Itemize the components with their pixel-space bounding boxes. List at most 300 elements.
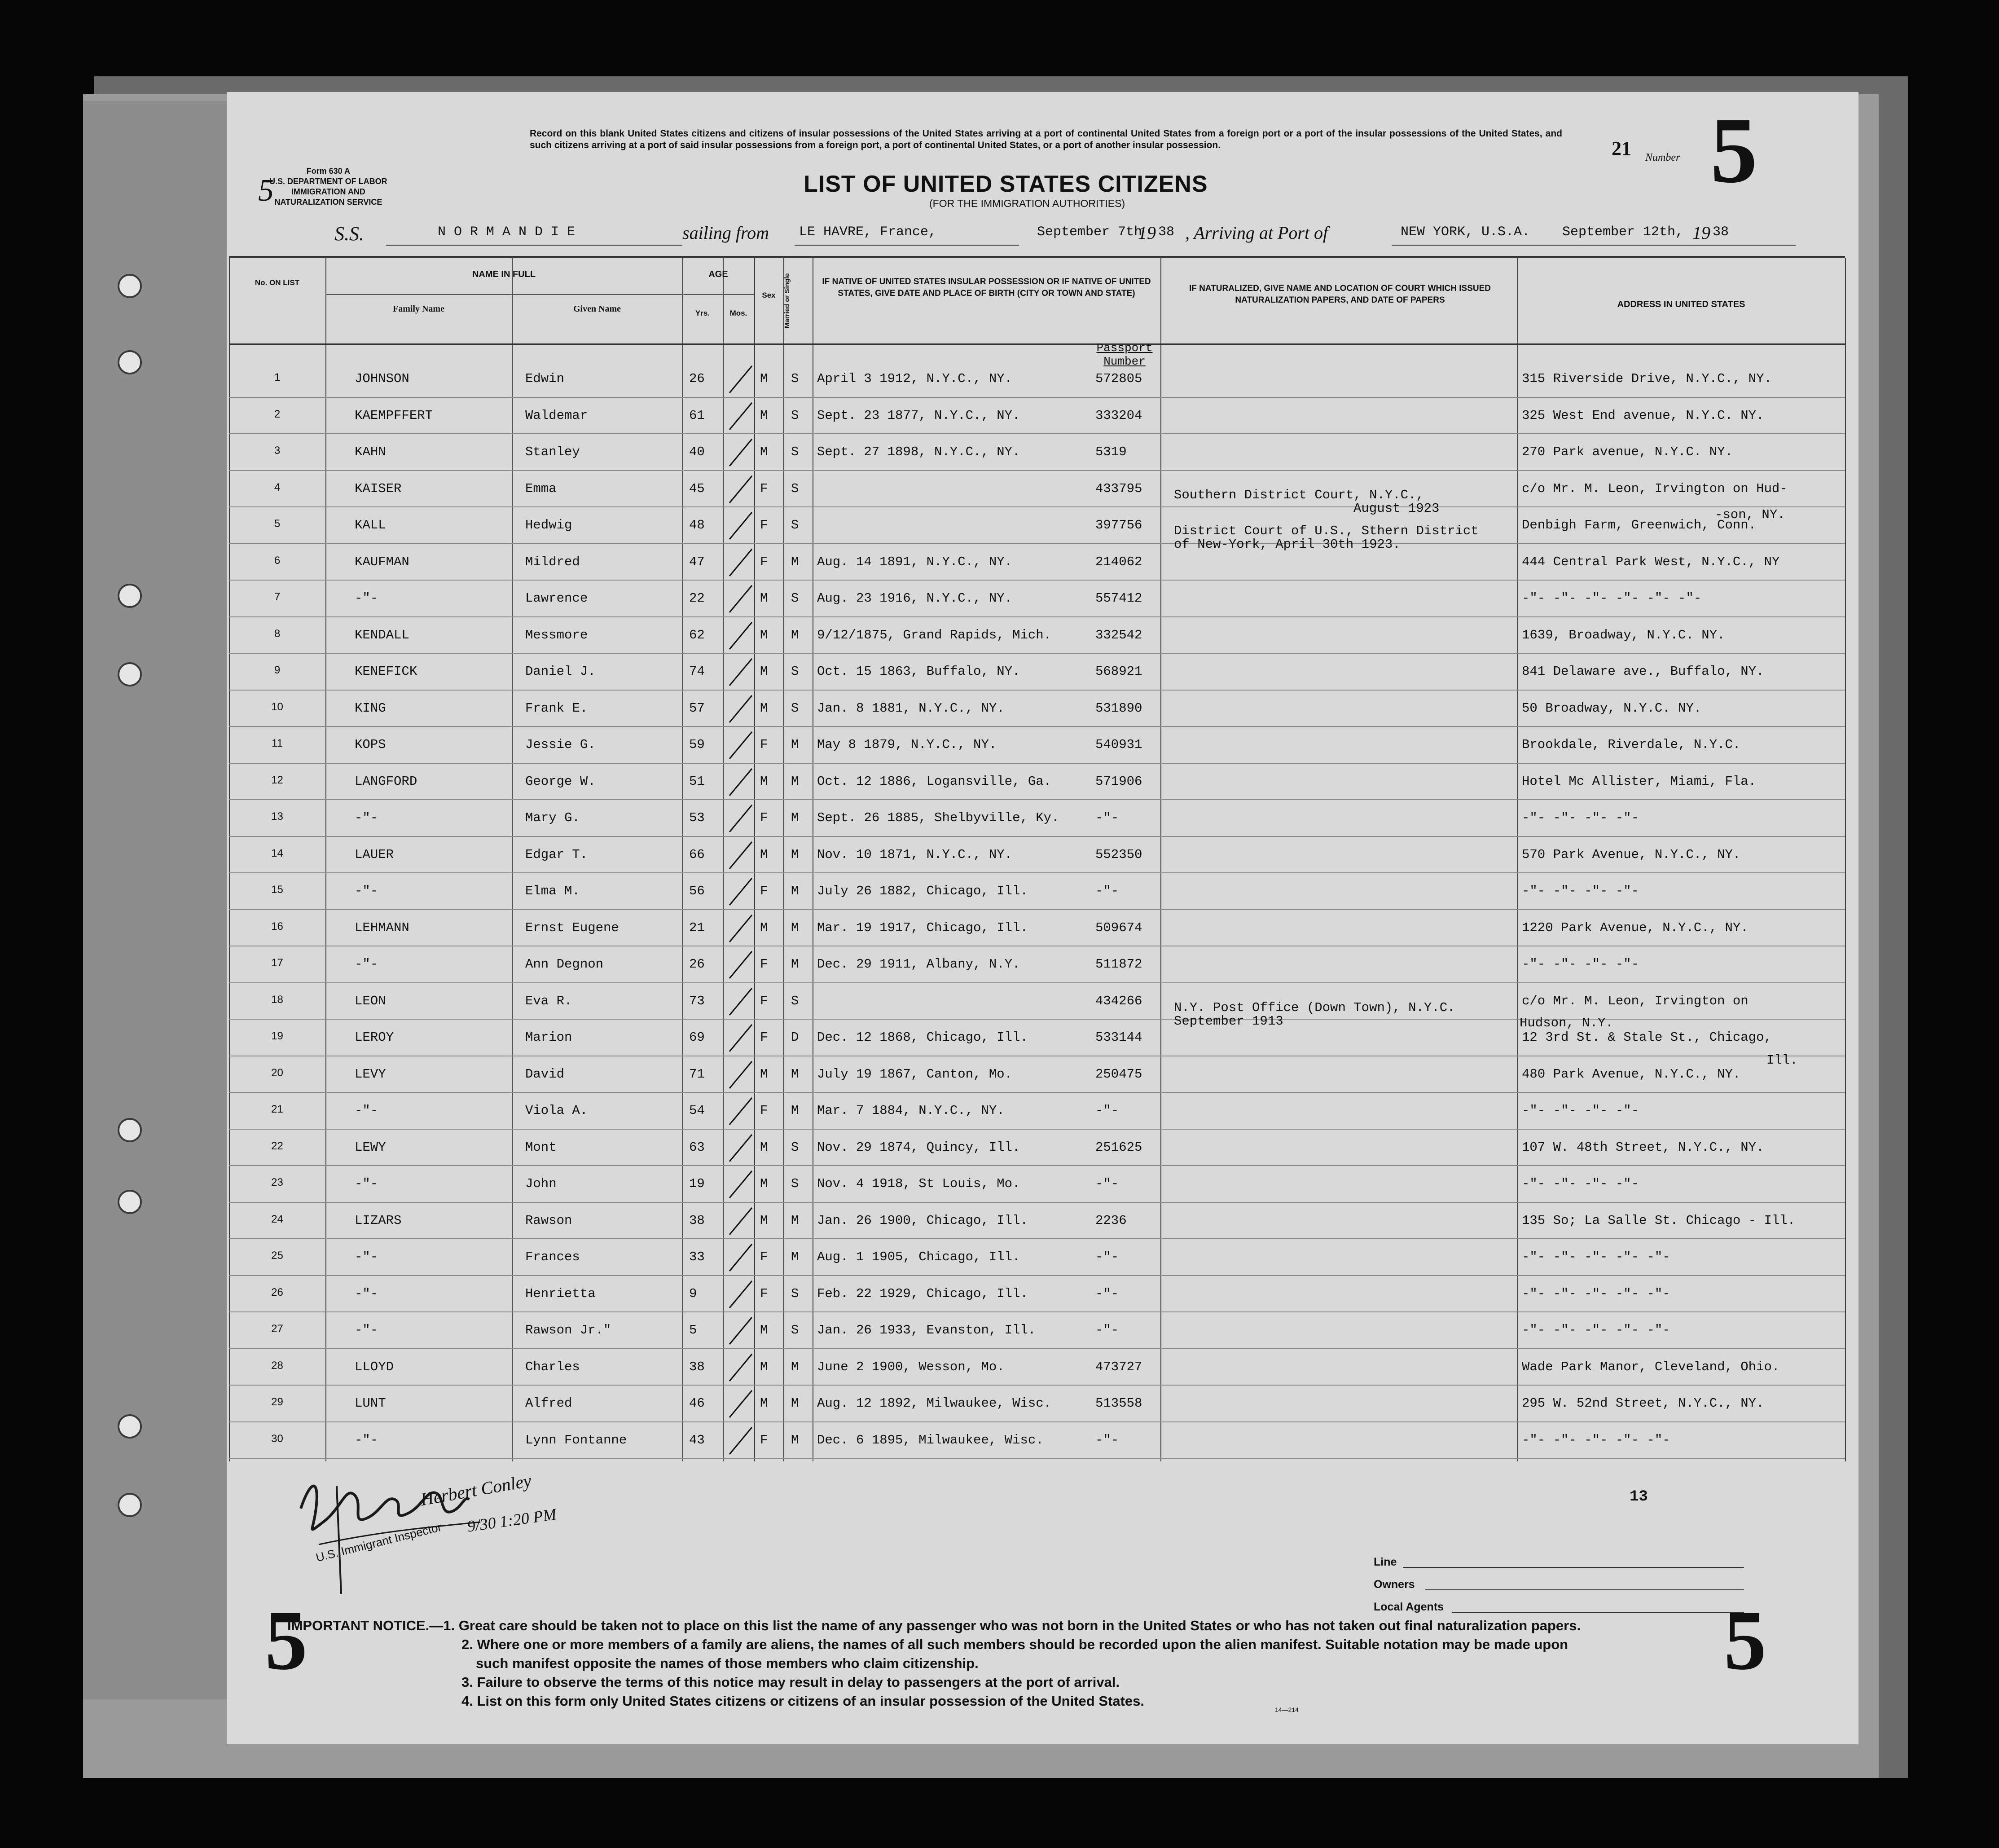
departure-year-prefix: 19 (1138, 223, 1156, 243)
given-name: Ernst Eugene (525, 920, 619, 935)
given-name: Marion (525, 1030, 572, 1045)
passport-number: 513558 (1095, 1396, 1142, 1411)
naturalization-note-line: of New-York, April 30th 1923. (1174, 537, 1401, 552)
col-given-name: Given Name (573, 304, 621, 314)
passport-number: 571906 (1095, 774, 1142, 789)
row-number: 25 (271, 1250, 283, 1262)
table-row (229, 1130, 1845, 1167)
naturalization-note (1174, 488, 1439, 515)
family-name: -"- (355, 1176, 378, 1191)
address: 570 Park Avenue, N.Y.C., NY. (1522, 847, 1741, 862)
row-number: 30 (271, 1432, 283, 1445)
sex: F (760, 1103, 768, 1118)
departure-port: LE HAVRE, France, (799, 224, 937, 240)
sex: M (760, 591, 768, 606)
passport-number: -"- (1095, 1103, 1119, 1118)
check-mark-icon (725, 1313, 756, 1349)
sex: F (760, 481, 768, 496)
table-row (229, 1313, 1845, 1350)
row-rule (229, 1202, 1845, 1203)
given-name: Edgar T. (525, 847, 588, 862)
check-mark-icon (725, 837, 756, 873)
col-married-single: Married or Single (783, 273, 791, 329)
list-number: 5 (1710, 98, 1757, 202)
binder-hole (118, 584, 142, 608)
marital-status: M (791, 1250, 799, 1264)
birth-date-place: Oct. 15 1863, Buffalo, NY. (817, 664, 1020, 679)
age-years: 26 (689, 957, 705, 972)
notice-line-1 (287, 1616, 1581, 1635)
row-rule (229, 1458, 1845, 1459)
passport-number: 509674 (1095, 920, 1142, 935)
marital-status: M (791, 627, 799, 642)
row-rule (229, 1421, 1845, 1422)
address: -"- -"- -"- -"- -"- (1522, 1250, 1670, 1264)
address-continuation: -son, NY. (1715, 507, 1785, 522)
table-row (229, 545, 1845, 581)
given-name: Mary G. (525, 810, 580, 825)
arrival-year: 38 (1713, 224, 1729, 240)
check-mark-icon (725, 1166, 756, 1202)
row-rule (229, 1275, 1845, 1276)
address: 295 W. 52nd Street, N.Y.C., NY. (1522, 1396, 1764, 1411)
age-years: 63 (689, 1140, 705, 1155)
age-years: 71 (689, 1066, 705, 1082)
binder-hole (118, 1414, 142, 1439)
notice-item-2: 2. Where one or more members of a family are aliens, the names of all such members should be recorded upon the alien manifest. Suitable notation may be made upon (461, 1637, 1568, 1652)
birth-date-place: Aug. 1 1905, Chicago, Ill. (817, 1250, 1020, 1264)
row-rule (229, 1129, 1845, 1130)
sex: M (760, 920, 768, 935)
col-sex: Sex (762, 291, 776, 299)
row-number: 13 (271, 810, 283, 823)
page-title: LIST OF UNITED STATES CITIZENS (804, 171, 1208, 197)
passport-number: 434266 (1095, 993, 1142, 1008)
check-mark-icon (725, 618, 756, 654)
passport-number: 473727 (1095, 1359, 1142, 1374)
line-label (1374, 1556, 1397, 1569)
corner-number-left: 5 (265, 1593, 308, 1688)
departure-date: September 7th (1037, 224, 1142, 240)
table-row (229, 581, 1845, 618)
address: 1220 Park Avenue, N.Y.C., NY. (1522, 920, 1749, 935)
notice-item-1: —1. Great care should be taken not to place on this list the name of any passenger who was not born in the United States or who has not taken out final naturalization papers. (429, 1618, 1581, 1633)
table-row (229, 471, 1845, 508)
family-name: KALL (355, 518, 386, 532)
sex: M (760, 627, 768, 642)
table-row (229, 1423, 1845, 1460)
row-number: 21 (271, 1103, 283, 1115)
address: 480 Park Avenue, N.Y.C., NY. (1522, 1066, 1741, 1082)
row-rule (229, 433, 1845, 434)
marital-status: M (791, 920, 799, 935)
check-mark-icon (725, 764, 756, 800)
family-name: LIZARS (355, 1213, 402, 1228)
given-name: Frances (525, 1250, 580, 1264)
birth-date-place: Jan. 8 1881, N.Y.C., NY. (817, 700, 1005, 716)
check-mark-icon (725, 1276, 756, 1312)
sex: F (760, 884, 768, 898)
check-mark-icon (725, 654, 756, 690)
binder-margin (83, 101, 231, 1699)
row-number: 3 (274, 444, 281, 457)
family-name: LLOYD (355, 1359, 394, 1374)
passport-number: 214062 (1095, 554, 1142, 569)
birth-date-place: Nov. 29 1874, Quincy, Ill. (817, 1140, 1020, 1155)
row-rule (229, 836, 1845, 837)
col-birth: IF NATIVE OF UNITED STATES INSULAR POSSESSION OR IF NATIVE OF UNITED STATES, GIVE DATE AND PLACE OF BIRTH (CITY OR TOWN AND STATE) (822, 277, 1151, 298)
family-name: -"- (355, 957, 378, 972)
check-mark-icon (725, 508, 756, 544)
age-years: 56 (689, 884, 705, 898)
department-name: U.S. DEPARTMENT OF LABOR (269, 177, 387, 186)
address: 107 W. 48th Street, N.Y.C., NY. (1522, 1140, 1764, 1155)
naturalization-note (1174, 524, 1479, 551)
address: 444 Central Park West, N.Y.C., NY (1522, 554, 1780, 569)
sex: F (760, 554, 768, 569)
check-mark-icon (725, 1093, 756, 1129)
service-line-1: IMMIGRATION AND (291, 187, 365, 196)
table-row (229, 1240, 1845, 1276)
family-name: LEHMANN (355, 920, 409, 935)
birth-date-place: Aug. 12 1892, Milwaukee, Wisc. (817, 1396, 1052, 1411)
sex: F (760, 518, 768, 532)
row-rule (229, 1092, 1845, 1093)
marital-status: M (791, 1213, 799, 1228)
ship-underline (386, 245, 682, 246)
age-years: 43 (689, 1432, 705, 1448)
age-years: 26 (689, 371, 705, 386)
check-mark-icon (725, 435, 756, 471)
age-years: 48 (689, 518, 705, 532)
arrival-underline (1392, 245, 1796, 246)
passport-number: 572805 (1095, 371, 1142, 386)
given-name: Waldemar (525, 408, 588, 423)
age-years: 66 (689, 847, 705, 862)
owners-label (1374, 1578, 1415, 1591)
marital-status: M (791, 884, 799, 898)
row-rule (229, 1238, 1845, 1239)
given-name: Emma (525, 481, 557, 496)
given-name: Rawson (525, 1213, 572, 1228)
given-name: John (525, 1176, 557, 1191)
row-number: 28 (271, 1359, 283, 1372)
age-years: 21 (689, 920, 705, 935)
given-name: Henrietta (525, 1286, 596, 1301)
name-subrule (325, 294, 682, 295)
row-rule (229, 397, 1845, 398)
passport-number: 5319 (1095, 444, 1127, 459)
ship-name: N O R M A N D I E (438, 224, 576, 240)
age-years: 19 (689, 1176, 705, 1191)
row-rule (229, 470, 1845, 471)
check-mark-icon (725, 727, 756, 763)
row-number: 9 (274, 664, 281, 676)
check-mark-icon (725, 361, 756, 397)
check-mark-icon (725, 545, 756, 581)
address: 270 Park avenue, N.Y.C. NY. (1522, 444, 1733, 459)
sex: M (760, 371, 768, 386)
family-name: KAEMPFFERT (355, 408, 433, 423)
address: 1639, Broadway, N.Y.C. NY. (1522, 627, 1725, 642)
passport-number: 251625 (1095, 1140, 1142, 1155)
age-years: 51 (689, 774, 705, 789)
marital-status: S (791, 444, 799, 459)
address: -"- -"- -"- -"- -"- (1522, 1286, 1670, 1301)
row-number: 20 (271, 1066, 283, 1079)
marital-status: M (791, 1103, 799, 1118)
passport-number: 533144 (1095, 1030, 1142, 1045)
family-name: KOPS (355, 737, 386, 752)
arrival-date: September 12th, (1562, 224, 1684, 240)
table-row (229, 984, 1845, 1021)
row-rule (229, 616, 1845, 617)
address: 12 3rd St. & Stale St., Chicago, (1522, 1030, 1772, 1045)
row-number: 16 (271, 920, 283, 933)
address: -"- -"- -"- -"- (1522, 1176, 1639, 1191)
address: -"- -"- -"- -"- -"- -"- (1522, 591, 1702, 606)
address: -"- -"- -"- -"- -"- (1522, 1323, 1670, 1338)
table-row (229, 874, 1845, 911)
col-months: Mos. (729, 309, 747, 317)
signature-name: Herbert Conley (418, 1470, 533, 1510)
sheet-number: 21 (1612, 137, 1631, 159)
age-years: 61 (689, 408, 705, 423)
row-number: 23 (271, 1176, 283, 1188)
birth-date-place: Jan. 26 1900, Chicago, Ill. (817, 1213, 1028, 1228)
given-name: Mildred (525, 554, 580, 569)
address-continuation: Hudson, N.Y. (1520, 1016, 1613, 1030)
birth-date-place: Dec. 12 1868, Chicago, Ill. (817, 1030, 1028, 1045)
row-number: 12 (271, 774, 283, 786)
sex: F (760, 810, 768, 825)
birth-date-place: May 8 1879, N.Y.C., NY. (817, 737, 997, 752)
family-name: KENEFICK (355, 664, 417, 679)
local-agents-label-text: Local Agents (1374, 1601, 1444, 1613)
given-name: Frank E. (525, 700, 588, 716)
age-years: 5 (689, 1323, 697, 1338)
family-name: -"- (355, 1432, 378, 1448)
family-name: -"- (355, 810, 378, 825)
table-row (229, 764, 1845, 801)
sex: F (760, 957, 768, 972)
marital-status: M (791, 1432, 799, 1448)
passport-number: -"- (1095, 1176, 1119, 1191)
birth-date-place: Sept. 23 1877, N.Y.C., NY. (817, 408, 1020, 423)
birth-date-place: Dec. 29 1911, Albany, N.Y. (817, 957, 1020, 972)
check-mark-icon (725, 1020, 756, 1056)
corner-number-right: 5 (1724, 1593, 1766, 1688)
header-rule (229, 343, 1845, 345)
row-number: 4 (274, 481, 281, 493)
row-rule (229, 543, 1845, 544)
marital-status: M (791, 774, 799, 789)
marital-status: S (791, 664, 799, 679)
table-row (229, 618, 1845, 655)
row-rule (229, 1311, 1845, 1312)
arriving-label: , Arriving at Port of (1185, 223, 1328, 243)
address: -"- -"- -"- -"- (1522, 810, 1639, 825)
passport-number: 531890 (1095, 700, 1142, 716)
marital-status: S (791, 518, 799, 532)
table-row (229, 801, 1845, 837)
birth-date-place: July 19 1867, Canton, Mo. (817, 1066, 1013, 1082)
address: -"- -"- -"- -"- -"- (1522, 1432, 1670, 1448)
marital-status: S (791, 1286, 799, 1301)
table-row (229, 727, 1845, 764)
check-mark-icon (725, 947, 756, 983)
binder-hole (118, 662, 142, 686)
marital-status: M (791, 810, 799, 825)
binder-hole (118, 1190, 142, 1214)
row-number: 10 (271, 700, 283, 713)
check-mark-icon (725, 1130, 756, 1166)
passport-number: 250475 (1095, 1066, 1142, 1082)
passport-number: 332542 (1095, 627, 1142, 642)
given-name: Jessie G. (525, 737, 596, 752)
passport-number: -"- (1095, 1432, 1119, 1448)
passport-number: -"- (1095, 884, 1119, 898)
naturalization-note-line: District Court of U.S., Sthern District (1174, 524, 1479, 538)
row-rule (229, 653, 1845, 654)
given-name: Messmore (525, 627, 588, 642)
row-rule (229, 872, 1845, 873)
check-mark-icon (725, 1240, 756, 1276)
age-years: 53 (689, 810, 705, 825)
sex: F (760, 1250, 768, 1264)
row-rule (229, 1385, 1845, 1386)
marital-status: S (791, 481, 799, 496)
row-rule (229, 1348, 1845, 1349)
table-row (229, 435, 1845, 471)
passport-number: 397756 (1095, 518, 1142, 532)
given-name: George W. (525, 774, 596, 789)
col-no: No. ON LIST (255, 278, 300, 287)
sex: F (760, 1030, 768, 1045)
birth-date-place: Dec. 6 1895, Milwaukee, Wisc. (817, 1432, 1044, 1448)
birth-date-place: Nov. 10 1871, N.Y.C., NY. (817, 847, 1013, 862)
age-years: 54 (689, 1103, 705, 1118)
family-name: -"- (355, 884, 378, 898)
age-years: 57 (689, 700, 705, 716)
owners-label-text: Owners (1374, 1578, 1415, 1591)
binder-hole (118, 1493, 142, 1517)
important-notice (287, 1616, 1581, 1711)
row-rule (229, 1165, 1845, 1166)
port-underline (795, 245, 1019, 246)
age-years: 38 (689, 1359, 705, 1374)
row-number: 18 (271, 993, 283, 1006)
address: -"- -"- -"- -"- (1522, 957, 1639, 972)
age-years: 69 (689, 1030, 705, 1045)
col-age: AGE (708, 269, 728, 279)
birth-date-place: Feb. 22 1929, Chicago, Ill. (817, 1286, 1028, 1301)
address: Denbigh Farm, Greenwich, Conn. (1522, 518, 1757, 532)
passport-number: -"- (1095, 1323, 1119, 1338)
family-name: LANGFORD (355, 774, 417, 789)
handwritten-mark: 5 (258, 173, 274, 208)
birth-date-place: April 3 1912, N.Y.C., NY. (817, 371, 1013, 386)
notice-item-4: 4. List on this form only United States citizens or citizens of an insular possession of the United States. (461, 1693, 1144, 1709)
table-row (229, 1093, 1845, 1130)
row-number: 17 (271, 957, 283, 969)
sex: F (760, 993, 768, 1008)
table-row (229, 691, 1845, 728)
table-row (229, 1276, 1845, 1313)
sex: M (760, 1396, 768, 1411)
birth-date-place: June 2 1900, Wesson, Mo. (817, 1359, 1005, 1374)
family-name: -"- (355, 1103, 378, 1118)
check-mark-icon (725, 1203, 756, 1239)
notice-heading: IMPORTANT NOTICE. (287, 1618, 430, 1633)
marital-status: M (791, 1066, 799, 1082)
marital-status: S (791, 993, 799, 1008)
row-number: 27 (271, 1323, 283, 1335)
address-continuation: Ill. (1766, 1053, 1798, 1068)
passport-number: -"- (1095, 1250, 1119, 1264)
line-rule (1403, 1567, 1744, 1568)
marital-status: S (791, 1176, 799, 1191)
naturalization-note-line: August 1923 (1353, 501, 1440, 516)
given-name: Hedwig (525, 518, 572, 532)
address: 315 Riverside Drive, N.Y.C., NY. (1522, 371, 1772, 386)
row-number: 19 (271, 1030, 283, 1042)
address: -"- -"- -"- -"- (1522, 1103, 1639, 1118)
family-name: KAHN (355, 444, 386, 459)
table-row (229, 1203, 1845, 1240)
given-name: Lawrence (525, 591, 588, 606)
family-name: -"- (355, 1286, 378, 1301)
family-name: -"- (355, 1250, 378, 1264)
binder-hole (118, 1118, 142, 1142)
row-number: 14 (271, 847, 283, 859)
row-rule (229, 799, 1845, 800)
marital-status: S (791, 408, 799, 423)
given-name: Viola A. (525, 1103, 588, 1118)
naturalization-note-line: Southern District Court, N.Y.C., (1174, 488, 1424, 502)
given-name: Mont (525, 1140, 557, 1155)
naturalization-note-line: N.Y. Post Office (Down Town), N.Y.C. (1174, 1000, 1455, 1015)
age-years: 45 (689, 481, 705, 496)
sex: M (760, 664, 768, 679)
marital-status: S (791, 700, 799, 716)
check-mark-icon (725, 691, 756, 727)
given-name: David (525, 1066, 565, 1082)
given-name: Alfred (525, 1396, 572, 1411)
binder-hole (118, 274, 142, 298)
marital-status: M (791, 1359, 799, 1374)
address: 50 Broadway, N.Y.C. NY. (1522, 700, 1702, 716)
given-name: Eva R. (525, 993, 572, 1008)
arrival-year-prefix: 19 (1692, 223, 1710, 243)
birth-date-place: Jan. 26 1933, Evanston, Ill. (817, 1323, 1036, 1338)
marital-status: S (791, 371, 799, 386)
row-number: 7 (274, 591, 281, 603)
marital-status: M (791, 957, 799, 972)
passport-number-label: Passport Number (1096, 341, 1153, 368)
local-agents-label (1374, 1601, 1444, 1614)
owners-rule (1425, 1589, 1744, 1590)
family-name: KING (355, 700, 386, 716)
table-row (229, 911, 1845, 947)
check-mark-icon (725, 911, 756, 946)
birth-date-place: Sept. 27 1898, N.Y.C., NY. (817, 444, 1020, 459)
given-name: Ann Degnon (525, 957, 604, 972)
check-mark-icon (725, 801, 756, 836)
age-years: 47 (689, 554, 705, 569)
given-name: Edwin (525, 371, 565, 386)
row-number: 26 (271, 1286, 283, 1298)
